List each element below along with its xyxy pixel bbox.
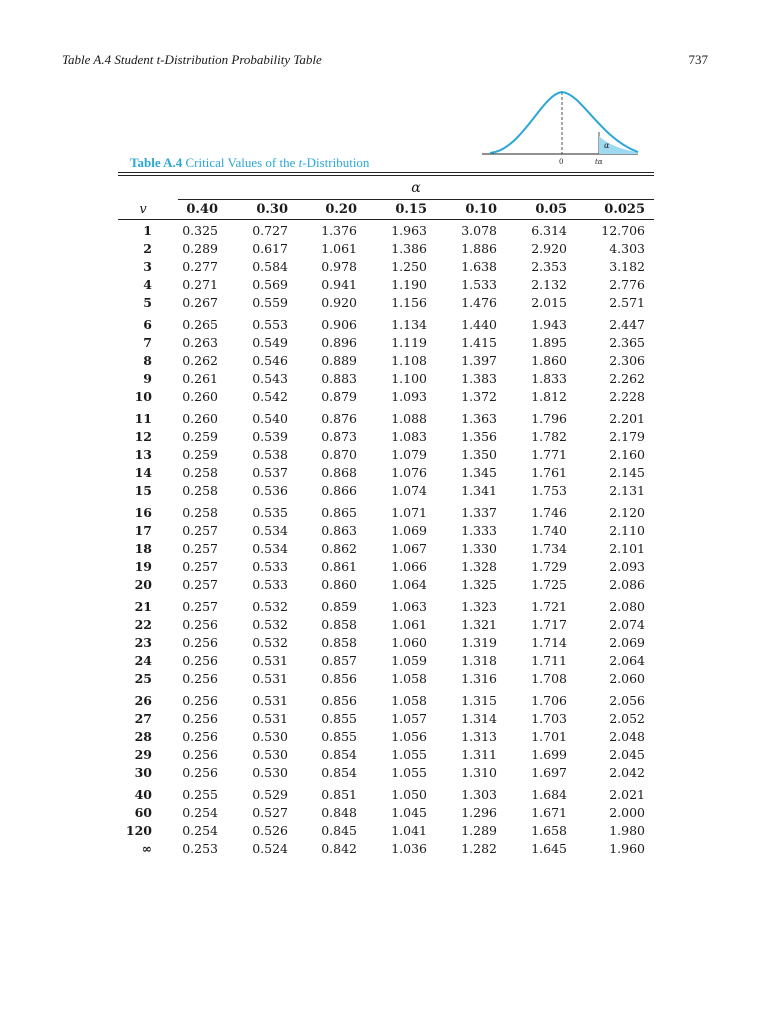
- table-cell: 0.534: [252, 522, 288, 538]
- table-cell: 2.201: [609, 411, 645, 426]
- row-nu-label: 16: [134, 505, 152, 520]
- page-number: 737: [688, 52, 708, 67]
- table-cell: 2.920: [531, 240, 567, 256]
- table-cell: 2.052: [609, 710, 645, 726]
- density-curve: [490, 92, 638, 153]
- table-cell: 1.060: [391, 634, 427, 650]
- table-cell: 0.531: [252, 693, 288, 708]
- table-cell: 1.721: [531, 599, 567, 614]
- table-cell: 0.854: [321, 746, 357, 762]
- table-cell: 4.303: [609, 240, 645, 256]
- table-cell: 1.050: [391, 787, 427, 802]
- table-cell: 2.069: [609, 634, 645, 650]
- table-cell: 1.310: [461, 764, 497, 780]
- row-nu-label: 12: [134, 428, 152, 444]
- column-header: 0.30: [256, 202, 288, 217]
- table-cell: 0.256: [182, 693, 218, 708]
- table-cell: 0.254: [182, 804, 218, 820]
- table-cell: 1.067: [391, 540, 427, 556]
- table-cell: 1.638: [461, 258, 497, 274]
- table-cell: 1.076: [391, 464, 427, 480]
- row-nu-label: 27: [134, 710, 152, 726]
- table-cell: 1.708: [531, 670, 567, 686]
- table-cell: 0.260: [182, 411, 218, 426]
- table-cell: 1.980: [609, 822, 645, 838]
- table-cell: 1.740: [531, 522, 567, 538]
- row-nu-label: 30: [134, 764, 152, 780]
- table-cell: 2.262: [609, 370, 645, 386]
- table-cell: 0.727: [252, 223, 288, 238]
- table-cell: 0.532: [252, 599, 288, 614]
- table-cell: 0.866: [321, 482, 357, 498]
- column-header: 0.40: [186, 202, 218, 217]
- table-cell: 0.534: [252, 540, 288, 556]
- table-cell: 0.271: [182, 276, 218, 292]
- table-cell: 2.000: [609, 804, 645, 820]
- table-title-text-1: Critical Values of the: [182, 155, 299, 170]
- table-cell: 1.753: [531, 482, 567, 498]
- table-cell: 1.703: [531, 710, 567, 726]
- table-cell: 6.314: [531, 223, 567, 238]
- table-cell: 1.296: [461, 804, 497, 820]
- table-cell: 0.256: [182, 652, 218, 668]
- table-cell: 1.315: [461, 693, 497, 708]
- table-cell: 1.397: [461, 352, 497, 368]
- table-cell: 0.896: [321, 334, 357, 350]
- table-cell: 1.533: [461, 276, 497, 292]
- table-cell: 0.259: [182, 428, 218, 444]
- table-cell: 1.119: [391, 334, 427, 350]
- row-nu-label: 26: [134, 693, 152, 708]
- table-cell: 1.796: [531, 411, 567, 426]
- row-nu-label: 2: [143, 240, 152, 256]
- table-cell: 1.282: [461, 840, 497, 856]
- row-nu-label: 7: [143, 334, 152, 350]
- table-cell: 0.859: [321, 599, 357, 614]
- table-cell: 1.671: [531, 804, 567, 820]
- table-cell: 1.658: [531, 822, 567, 838]
- table-cell: 0.257: [182, 576, 218, 592]
- top-rule: [118, 172, 654, 173]
- table-cell: 1.063: [391, 599, 427, 614]
- table-cell: 0.863: [321, 522, 357, 538]
- t-distribution-curve-figure: [482, 86, 642, 166]
- table-cell: 0.855: [321, 710, 357, 726]
- table-cell: 1.328: [461, 558, 497, 574]
- table-cell: 1.341: [461, 482, 497, 498]
- table-cell: 1.083: [391, 428, 427, 444]
- table-cell: 0.538: [252, 446, 288, 462]
- table-cell: 1.045: [391, 804, 427, 820]
- column-header: 0.025: [604, 202, 645, 217]
- table-cell: 2.145: [609, 464, 645, 480]
- table-cell: 1.055: [391, 746, 427, 762]
- table-cell: 1.289: [461, 822, 497, 838]
- table-cell: 1.156: [391, 294, 427, 310]
- table-cell: 0.553: [252, 317, 288, 332]
- row-nu-label: 60: [134, 804, 152, 820]
- table-cell: 2.042: [609, 764, 645, 780]
- table-cell: 1.088: [391, 411, 427, 426]
- table-cell: 2.365: [609, 334, 645, 350]
- table-cell: 2.306: [609, 352, 645, 368]
- table-cell: 1.055: [391, 764, 427, 780]
- row-nu-label: 9: [143, 370, 152, 386]
- table-cell: 0.257: [182, 540, 218, 556]
- table-cell: 0.542: [252, 388, 288, 404]
- table-cell: 0.536: [252, 482, 288, 498]
- alpha-column-group-header: α: [411, 180, 421, 196]
- table-cell: 1.833: [531, 370, 567, 386]
- row-nu-label: 13: [134, 446, 152, 462]
- table-cell: 0.258: [182, 464, 218, 480]
- table-cell: 1.041: [391, 822, 427, 838]
- table-cell: 2.447: [609, 317, 645, 332]
- table-cell: 1.337: [461, 505, 497, 520]
- table-cell: 0.256: [182, 764, 218, 780]
- alpha-label: α: [604, 141, 610, 150]
- table-cell: 2.074: [609, 616, 645, 632]
- table-cell: 1.415: [461, 334, 497, 350]
- row-nu-label: ∞: [141, 840, 152, 856]
- table-title-number: Table A.4: [130, 155, 183, 170]
- table-cell: 0.530: [252, 728, 288, 744]
- table-cell: 1.717: [531, 616, 567, 632]
- row-nu-label: 24: [134, 652, 152, 668]
- table-cell: 1.711: [531, 652, 567, 668]
- table-cell: 0.842: [321, 840, 357, 856]
- table-cell: 0.549: [252, 334, 288, 350]
- row-nu-label: 29: [134, 746, 152, 762]
- table-cell: 1.383: [461, 370, 497, 386]
- table-cell: 1.645: [531, 840, 567, 856]
- table-cell: 0.857: [321, 652, 357, 668]
- row-nu-label: 4: [143, 276, 152, 292]
- table-cell: 1.314: [461, 710, 497, 726]
- table-cell: 0.289: [182, 240, 218, 256]
- table-cell: 0.256: [182, 634, 218, 650]
- table-cell: 1.356: [461, 428, 497, 444]
- table-cell: 0.543: [252, 370, 288, 386]
- row-nu-label: 3: [143, 258, 152, 274]
- table-cell: 0.256: [182, 746, 218, 762]
- table-cell: 2.776: [609, 276, 645, 292]
- table-cell: 2.160: [609, 446, 645, 462]
- table-cell: 1.318: [461, 652, 497, 668]
- header-rule: [118, 219, 654, 220]
- table-cell: 2.086: [609, 576, 645, 592]
- table-cell: 1.886: [461, 240, 497, 256]
- table-cell: 0.855: [321, 728, 357, 744]
- table-cell: 2.228: [609, 388, 645, 404]
- row-nu-label: 23: [134, 634, 152, 650]
- column-header: 0.20: [325, 202, 357, 217]
- table-cell: 0.883: [321, 370, 357, 386]
- table-cell: 1.684: [531, 787, 567, 802]
- table-cell: 1.059: [391, 652, 427, 668]
- table-cell: 0.527: [252, 804, 288, 820]
- table-cell: 0.533: [252, 558, 288, 574]
- column-header: 0.15: [395, 202, 427, 217]
- row-nu-label: 28: [134, 728, 152, 744]
- table-cell: 0.277: [182, 258, 218, 274]
- table-cell: 1.440: [461, 317, 497, 332]
- table-cell: 1.697: [531, 764, 567, 780]
- table-cell: 3.078: [461, 223, 497, 238]
- table-cell: 1.323: [461, 599, 497, 614]
- table-cell: 0.978: [321, 258, 357, 274]
- table-cell: 0.540: [252, 411, 288, 426]
- table-cell: 0.258: [182, 482, 218, 498]
- alpha-group-rule: [178, 199, 654, 200]
- table-cell: 1.069: [391, 522, 427, 538]
- table-cell: 1.057: [391, 710, 427, 726]
- row-nu-label: 19: [134, 558, 152, 574]
- table-cell: 0.860: [321, 576, 357, 592]
- table-cell: 0.256: [182, 710, 218, 726]
- table-cell: 1.895: [531, 334, 567, 350]
- table-cell: 0.267: [182, 294, 218, 310]
- table-cell: 1.345: [461, 464, 497, 480]
- nu-header: v: [139, 202, 147, 217]
- table-cell: 2.060: [609, 670, 645, 686]
- table-cell: 1.058: [391, 670, 427, 686]
- table-cell: 0.530: [252, 746, 288, 762]
- table-cell: 0.255: [182, 787, 218, 802]
- row-nu-label: 17: [134, 522, 152, 538]
- table-cell: 2.015: [531, 294, 567, 310]
- table-cell: 1.066: [391, 558, 427, 574]
- table-cell: 0.325: [182, 223, 218, 238]
- table-cell: 1.701: [531, 728, 567, 744]
- table-cell: 2.110: [609, 522, 645, 538]
- table-cell: 1.330: [461, 540, 497, 556]
- table-cell: 0.256: [182, 728, 218, 744]
- row-nu-label: 21: [134, 599, 152, 614]
- table-cell: 3.182: [609, 258, 645, 274]
- top-rule-second: [118, 175, 654, 176]
- table-cell: 1.363: [461, 411, 497, 426]
- table-cell: 0.531: [252, 652, 288, 668]
- table-cell: 2.132: [531, 276, 567, 292]
- table-cell: 1.079: [391, 446, 427, 462]
- row-nu-label: 8: [143, 352, 152, 368]
- table-cell: 1.134: [391, 317, 427, 332]
- table-cell: 1.093: [391, 388, 427, 404]
- table-cell: 0.856: [321, 693, 357, 708]
- table-cell: 0.256: [182, 670, 218, 686]
- column-header: 0.10: [465, 202, 497, 217]
- table-cell: 1.476: [461, 294, 497, 310]
- table-cell: 2.131: [609, 482, 645, 498]
- table-cell: 1.100: [391, 370, 427, 386]
- table-cell: 1.316: [461, 670, 497, 686]
- table-cell: 1.714: [531, 634, 567, 650]
- table-cell: 0.526: [252, 822, 288, 838]
- table-cell: 0.533: [252, 576, 288, 592]
- row-nu-label: 6: [143, 317, 152, 332]
- table-cell: 0.260: [182, 388, 218, 404]
- table-cell: 0.530: [252, 764, 288, 780]
- row-nu-label: 11: [134, 411, 152, 426]
- table-cell: 1.376: [321, 223, 357, 238]
- table-cell: 0.257: [182, 558, 218, 574]
- row-nu-label: 14: [134, 464, 152, 480]
- table-cell: 0.851: [321, 787, 357, 802]
- table-cell: 1.325: [461, 576, 497, 592]
- table-cell: 0.256: [182, 616, 218, 632]
- table-cell: 1.313: [461, 728, 497, 744]
- table-cell: 0.253: [182, 840, 218, 856]
- table-cell: 1.036: [391, 840, 427, 856]
- table-cell: 2.080: [609, 599, 645, 614]
- table-cell: 1.761: [531, 464, 567, 480]
- zero-label: 0: [559, 158, 564, 166]
- table-cell: 0.261: [182, 370, 218, 386]
- table-cell: 0.862: [321, 540, 357, 556]
- table-cell: 0.569: [252, 276, 288, 292]
- table-cell: 0.532: [252, 616, 288, 632]
- row-nu-label: 25: [134, 670, 152, 686]
- table-cell: 1.250: [391, 258, 427, 274]
- row-nu-label: 10: [134, 388, 152, 404]
- table-cell: 0.941: [321, 276, 357, 292]
- table-cell: 1.943: [531, 317, 567, 332]
- table-cell: 1.303: [461, 787, 497, 802]
- table-cell: 0.889: [321, 352, 357, 368]
- table-cell: 0.920: [321, 294, 357, 310]
- table-cell: 1.108: [391, 352, 427, 368]
- table-cell: 0.879: [321, 388, 357, 404]
- table-cell: 1.746: [531, 505, 567, 520]
- table-cell: 1.061: [321, 240, 357, 256]
- table-cell: 2.048: [609, 728, 645, 744]
- table-cell: 0.263: [182, 334, 218, 350]
- table-cell: 1.058: [391, 693, 427, 708]
- table-cell: 1.333: [461, 522, 497, 538]
- table-cell: 0.559: [252, 294, 288, 310]
- table-cell: 0.906: [321, 317, 357, 332]
- table-cell: 1.056: [391, 728, 427, 744]
- table-cell: 2.353: [531, 258, 567, 274]
- table-cell: 0.848: [321, 804, 357, 820]
- table-cell: 1.960: [609, 840, 645, 856]
- table-cell: 0.257: [182, 522, 218, 538]
- table-cell: 1.321: [461, 616, 497, 632]
- table-cell: 0.870: [321, 446, 357, 462]
- row-nu-label: 40: [134, 787, 152, 802]
- table-cell: 12.706: [601, 223, 645, 238]
- table-cell: 1.706: [531, 693, 567, 708]
- row-nu-label: 18: [134, 540, 152, 556]
- table-title: [130, 155, 369, 171]
- table-cell: 0.531: [252, 710, 288, 726]
- table-cell: 2.021: [609, 787, 645, 802]
- table-cell: 1.074: [391, 482, 427, 498]
- table-title-text-2: -Distribution: [302, 155, 370, 170]
- table-cell: 2.120: [609, 505, 645, 520]
- table-cell: 0.546: [252, 352, 288, 368]
- row-nu-label: 20: [134, 576, 152, 592]
- table-cell: 0.258: [182, 505, 218, 520]
- row-nu-label: 120: [125, 822, 152, 838]
- table-cell: 2.093: [609, 558, 645, 574]
- table-cell: 0.257: [182, 599, 218, 614]
- table-cell: 0.529: [252, 787, 288, 802]
- table-cell: 2.101: [609, 540, 645, 556]
- table-cell: 1.319: [461, 634, 497, 650]
- row-nu-label: 5: [143, 294, 152, 310]
- table-cell: 2.045: [609, 746, 645, 762]
- table-cell: 1.190: [391, 276, 427, 292]
- table-cell: 0.868: [321, 464, 357, 480]
- table-cell: 0.858: [321, 634, 357, 650]
- table-cell: 2.064: [609, 652, 645, 668]
- row-nu-label: 1: [143, 223, 152, 238]
- table-cell: 0.861: [321, 558, 357, 574]
- table-title-italic: t: [298, 155, 303, 170]
- table-cell: 0.532: [252, 634, 288, 650]
- table-cell: 1.860: [531, 352, 567, 368]
- table-cell: 0.262: [182, 352, 218, 368]
- table-cell: 0.259: [182, 446, 218, 462]
- table-cell: 2.056: [609, 693, 645, 708]
- table-cell: 1.071: [391, 505, 427, 520]
- table-cell: 2.571: [609, 294, 645, 310]
- table-cell: 1.963: [391, 223, 427, 238]
- table-cell: 0.535: [252, 505, 288, 520]
- table-cell: 1.386: [391, 240, 427, 256]
- table-cell: 1.782: [531, 428, 567, 444]
- table-cell: 0.531: [252, 670, 288, 686]
- table-cell: 1.061: [391, 616, 427, 632]
- row-nu-label: 22: [134, 616, 152, 632]
- table-cell: 1.311: [461, 746, 497, 762]
- table-cell: 1.699: [531, 746, 567, 762]
- table-cell: 1.734: [531, 540, 567, 556]
- table-cell: 1.372: [461, 388, 497, 404]
- table-cell: 0.876: [321, 411, 357, 426]
- table-cell: 1.729: [531, 558, 567, 574]
- table-cell: 0.524: [252, 840, 288, 856]
- running-head-title: Table A.4 Student t-Distribution Probability Table: [62, 52, 322, 67]
- table-cell: 0.856: [321, 670, 357, 686]
- table-cell: 0.539: [252, 428, 288, 444]
- table-cell: 0.854: [321, 764, 357, 780]
- table-cell: 1.725: [531, 576, 567, 592]
- table-cell: 1.350: [461, 446, 497, 462]
- row-nu-label: 15: [134, 482, 152, 498]
- column-header: 0.05: [535, 202, 567, 217]
- table-cell: 0.254: [182, 822, 218, 838]
- table-cell: 2.179: [609, 428, 645, 444]
- running-head: [62, 52, 708, 70]
- table-cell: 0.858: [321, 616, 357, 632]
- table-cell: 1.064: [391, 576, 427, 592]
- table-cell: 0.265: [182, 317, 218, 332]
- table-cell: 0.584: [252, 258, 288, 274]
- table-cell: 0.845: [321, 822, 357, 838]
- table-cell: 0.537: [252, 464, 288, 480]
- table-cell: 0.873: [321, 428, 357, 444]
- table-cell: 0.865: [321, 505, 357, 520]
- table-cell: 1.812: [531, 388, 567, 404]
- t-alpha-label: tα: [595, 158, 603, 166]
- table-cell: 0.617: [252, 240, 288, 256]
- table-cell: 1.771: [531, 446, 567, 462]
